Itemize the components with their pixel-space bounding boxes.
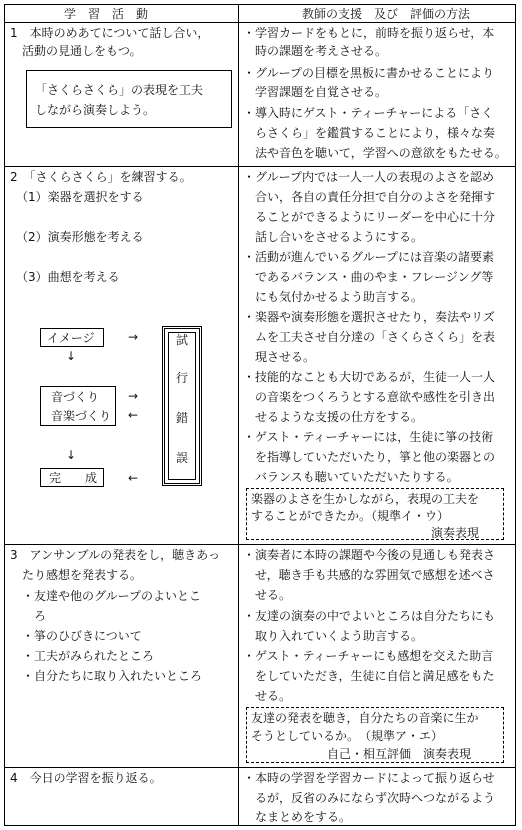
flow-sound-label: 音づくり: [51, 390, 100, 404]
support-line: ・学習カードをもとに，前時を振り返らせ，本: [243, 26, 495, 40]
activity-line: ・工夫がみられたところ: [10, 649, 155, 663]
activity-line: 4 今日の学習を振り返る。: [10, 771, 162, 785]
eval-line: 友達の発表を聴き，自分たちの音楽に生か: [251, 711, 479, 725]
support-line: 合い，各自の責任分担で自分のよさを発揮す: [243, 190, 496, 204]
trial-char: 誤: [176, 451, 189, 465]
arrow-down-icon: ↓: [66, 349, 77, 363]
support-line: せる。: [243, 689, 292, 703]
activity-line: （1）楽器を選択をする: [10, 190, 144, 204]
activity-line: 3 アンサンブルの発表をし，聴きあっ: [10, 548, 220, 562]
row-divider-1: [4, 166, 516, 167]
support-line: ・ゲスト・ティーチャーにも感想を交えた助言: [243, 649, 494, 663]
activity-line: ・箏のひびきについて: [10, 629, 142, 643]
eval-method: 自己・相互評価 演奏表現: [327, 747, 472, 761]
lesson-goal-box: [26, 70, 232, 128]
flow-image-label: イメージ: [47, 331, 95, 345]
eval-line: 楽器のよさを生かしながら，表現の工夫を: [251, 492, 480, 506]
activity-line: ・友達や他のグループのよいとこ: [10, 589, 202, 603]
support-line: ることができるようにリーダーを中心に十分: [243, 210, 496, 224]
support-line: ・活動が進んでいるグループには音楽の諸要素: [243, 250, 495, 264]
support-line: せ，聴き手も共感的な雰囲気で感想を述べさ: [243, 568, 495, 582]
support-line: せるような支援の仕方をする。: [243, 410, 424, 424]
trial-char: 試: [176, 333, 189, 347]
support-line: ・本時の学習を学習カードによって振り返らせ: [243, 771, 495, 785]
support-line: 学習課題を自覚させる。: [243, 85, 388, 99]
support-line: らさくら」を鑑賞することにより，様々な奏: [243, 126, 496, 140]
support-line: にも気付かせるよう助言する。: [243, 290, 424, 304]
support-line: ムを工夫させ自分達の「さくらさくら」を表: [243, 330, 496, 344]
support-line: ・グループ内では一人一人の表現のよさを認め: [243, 170, 495, 184]
support-line: であるバランス・曲のやま・フレージング等: [243, 270, 494, 284]
arrow-left-icon: ←: [128, 471, 139, 485]
support-line: 現させる。: [243, 350, 316, 364]
evaluation-box: [246, 488, 504, 540]
support-line: ・導入時にゲスト・ティーチャーによる「さく: [243, 106, 494, 120]
trial-char: 錯: [176, 411, 189, 425]
arrow-down-icon: ↓: [66, 448, 77, 462]
support-line: るが，反省のみにならず次時へつながるよう: [243, 791, 496, 805]
support-line: 取り入れていくよう助言する。: [243, 629, 424, 643]
flow-music-label: 音楽づくり: [51, 409, 112, 423]
trial-and-error-box: [162, 326, 202, 486]
support-line: なまとめをする。: [243, 810, 352, 824]
goal-line: しながら演奏しよう。: [35, 103, 156, 117]
activity-line: （3）曲想を考える: [10, 270, 120, 284]
activity-line: ・自分たちに取り入れたいところ: [10, 669, 203, 683]
row1-left-line: 活動の見通しをもつ。: [10, 44, 142, 58]
arrow-left-icon: ←: [128, 408, 139, 422]
support-line: せる。: [243, 588, 292, 602]
arrow-right-icon: →: [128, 330, 139, 344]
flow-complete-box: [40, 468, 104, 487]
support-line: をしていただき，生徒に自信と満足感をもた: [243, 669, 495, 683]
support-line: バランスも聴いていただいたりする。: [243, 470, 459, 484]
support-line: ・ゲスト・ティーチャーには，生徒に箏の技術: [243, 430, 494, 444]
activity-line: たり感想を発表する。: [10, 568, 143, 582]
eval-line: することができたか。（規準イ・ウ）: [251, 509, 450, 523]
flow-complete-label: 完 成: [49, 471, 98, 485]
trial-char: 行: [176, 371, 189, 385]
support-line: ・演奏者に本時の課題や今後の見通しも発表さ: [243, 548, 496, 562]
support-line: 法や音色を聴いて，学習への意欲をもたせる。: [243, 146, 507, 160]
support-line: ・友達の演奏の中でよいところは自分たちにも: [243, 609, 496, 623]
arrow-right-icon: →: [128, 389, 139, 403]
activity-line: （2）演奏形態を考える: [10, 230, 144, 244]
support-line: ・楽器や演奏形態を選択させたり，奏法やリズ: [243, 310, 495, 324]
activity-line: ろ: [10, 609, 47, 623]
row1-left-line: 1 本時のめあてについて話し合い，: [10, 26, 210, 40]
header-teacher-support: 教師の支援 及び 評価の方法: [302, 7, 471, 21]
row-divider-3: [4, 767, 516, 768]
evaluation-box: [246, 707, 504, 763]
flow-sound-making-box: [40, 386, 116, 426]
support-line: 時の課題を考えさせる。: [243, 44, 388, 58]
eval-line: そうとしているか。 （規準ア・エ）: [251, 729, 444, 743]
activity-line: 2 「さくらさくら」を練習する。: [10, 170, 192, 184]
support-line: ・技能的なことも大切であるが，生徒一人一人: [243, 370, 496, 384]
column-divider: [238, 4, 239, 826]
eval-method: 演奏表現: [431, 526, 480, 540]
header-divider: [4, 22, 516, 23]
header-learning-activity: 学 習 活 動: [64, 7, 149, 21]
support-line: の音楽をつくろうとする意欲や感性を引き出: [243, 390, 496, 404]
support-line: ・グループの目標を黒板に書かせることにより: [243, 66, 495, 80]
goal-line: 「さくらさくら」の表現を工夫: [35, 83, 204, 97]
row-divider-2: [4, 544, 516, 545]
support-line: 話し合いをさせるようにする。: [243, 230, 424, 244]
support-line: を指導していただいたり，箏と他の楽器との: [243, 450, 496, 464]
flow-image-box: [40, 328, 104, 347]
